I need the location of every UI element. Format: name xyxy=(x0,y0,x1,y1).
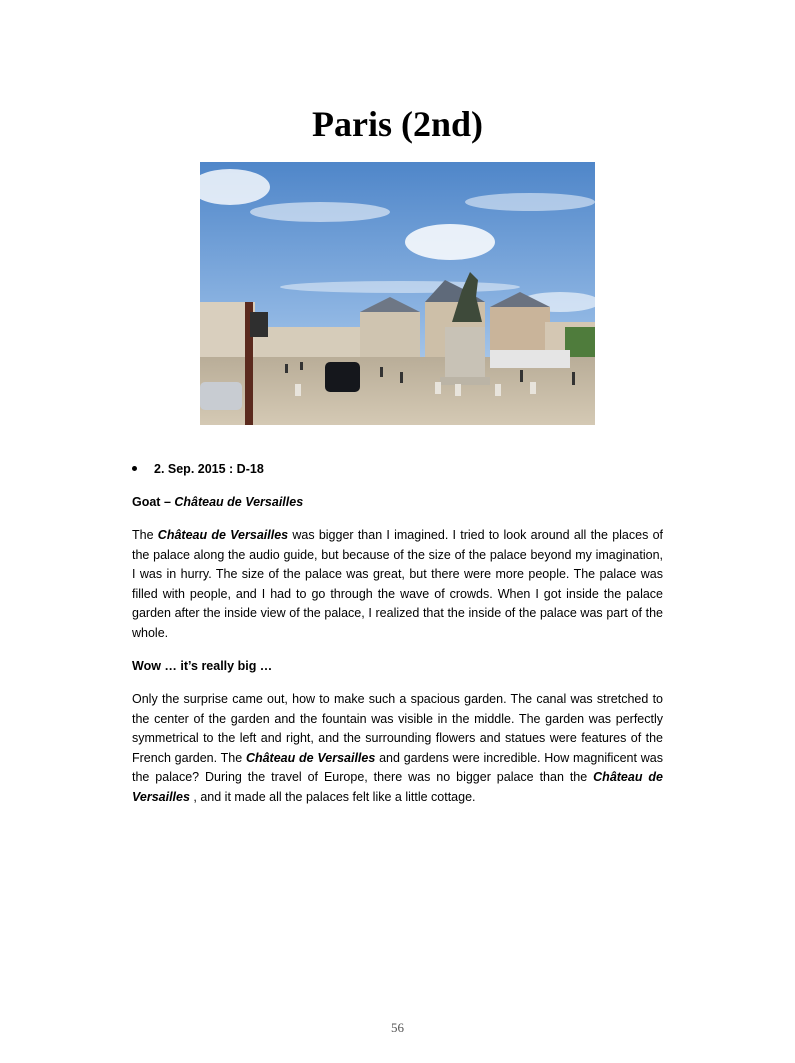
section-heading-versailles: Goat – Château de Versailles xyxy=(132,495,304,509)
entry-date: 2. Sep. 2015 : D-18 xyxy=(154,462,264,476)
place-name: Château de Versailles xyxy=(174,495,304,509)
paragraph-garden: Only the surprise came out, how to make such a spacious garden. The canal was stretched to the center of the garden and the fountain was visible in the middle. The garden was perfectly symmetrical to the left and right, and the surrounding flowers and statues were features of the French garden. The Château de Versailles and gardens were incredible. How magnificent was the palace? During the travel of Europe, there was no bigger palace than the Château de Versailles , and it made all the palaces felt like a little cottage. xyxy=(132,692,663,804)
versailles-photo xyxy=(200,162,595,425)
page-title: Paris (2nd) xyxy=(312,104,483,144)
entry-date-bullet xyxy=(132,460,264,478)
bullet-icon xyxy=(132,466,137,471)
section-heading-wow: Wow … it’s really big … xyxy=(132,659,273,673)
page-number: 56 xyxy=(391,1020,404,1035)
paragraph-versailles: The Château de Versailles was bigger than I imagined. I tried to look around all the places of the palace along the audio guide, but because of the size of the palace beyond my imagination, I was in hurry. The size of the palace was great, but there were more people. The palace was filled with people, and I had to go through the wave of crowds. When I got inside the palace garden after the inside view of the palace, I realized that the inside of the palace was part of the whole. xyxy=(132,528,663,640)
